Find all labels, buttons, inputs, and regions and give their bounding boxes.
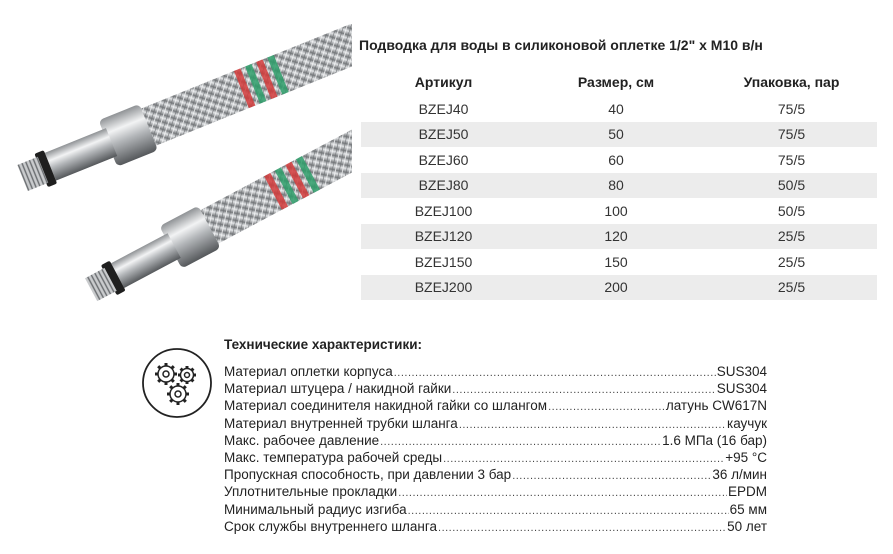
spec-label: Макс. температура рабочей среды [224, 449, 443, 465]
cell-package: 50/5 [777, 202, 806, 219]
dot-leader [394, 367, 716, 379]
spec-row-max-temperature [224, 450, 767, 467]
spec-row-inner-tube-material [224, 416, 767, 433]
spec-label: Материал штуцера / накидной гайки [224, 381, 452, 397]
spec-row-flow-rate [224, 467, 767, 484]
cell-size: 100 [604, 202, 628, 219]
cell-article: BZEJ50 [418, 126, 469, 143]
cell-package: 25/5 [777, 279, 806, 296]
cell-size: 150 [604, 253, 628, 270]
spec-value: +95 °С [725, 449, 767, 465]
spec-value: каучук [727, 415, 767, 431]
spec-label: Срок службы внутреннего шланга [224, 518, 438, 534]
spec-row-gaskets [224, 484, 767, 501]
product-image [0, 0, 352, 318]
cell-article: BZEJ200 [414, 279, 473, 296]
cell-article: BZEJ120 [414, 228, 473, 245]
spec-value: SUS304 [716, 364, 767, 379]
spec-label: Материал внутренней трубки шланга [224, 415, 458, 431]
tech-heading: Технические характеристики: [224, 337, 423, 352]
spec-label: Материал оплетки корпуса [224, 364, 393, 379]
spec-value: SUS304 [716, 381, 767, 397]
spec-label: Минимальный радиус изгиба [224, 501, 407, 517]
spec-value: 50 лет [727, 518, 767, 534]
spec-value: 1.6 МПа (16 бар) [662, 432, 767, 448]
dot-leader [408, 505, 729, 517]
tech-spec-list [224, 364, 767, 536]
spec-label: Макс. рабочее давление [224, 432, 380, 448]
table-row [361, 275, 877, 301]
table-row [361, 147, 877, 173]
dot-leader [452, 384, 715, 396]
cell-size: 50 [608, 126, 624, 143]
cell-size: 40 [608, 100, 624, 117]
spec-row-service-life [224, 519, 767, 536]
cell-package: 75/5 [777, 100, 806, 117]
table-row [361, 198, 877, 224]
cell-article: BZEJ100 [414, 202, 473, 219]
dot-leader [380, 436, 661, 448]
cell-article: BZEJ40 [418, 100, 469, 117]
spec-row-bend-radius [224, 502, 767, 519]
cell-size: 200 [604, 279, 628, 296]
spec-label: Пропускная способность, при давлении 3 бар [224, 467, 512, 483]
cell-package: 75/5 [777, 151, 806, 168]
cell-package: 50/5 [777, 177, 806, 194]
column-header-size: Размер, см [577, 74, 655, 90]
column-header-package: Упаковка, пар [743, 74, 840, 90]
table-row [361, 122, 877, 148]
dot-leader [548, 401, 665, 413]
table-row [361, 173, 877, 199]
dot-leader [438, 522, 726, 534]
column-header-article: Артикул [414, 74, 473, 90]
table-row [361, 96, 877, 122]
spec-row-connector-material [224, 398, 767, 415]
table-row [361, 249, 877, 275]
cell-article: BZEJ60 [418, 151, 469, 168]
spec-value: 36 л/мин [712, 467, 767, 483]
cell-package: 75/5 [777, 126, 806, 143]
spec-value: латунь CW617N [665, 398, 767, 414]
cell-article: BZEJ80 [418, 177, 469, 194]
cell-size: 60 [608, 151, 624, 168]
spec-value: 65 мм [729, 501, 767, 517]
article-table [361, 68, 877, 300]
spec-label: Материал соединителя накидной гайки со шлангом [224, 398, 548, 414]
cell-size: 120 [604, 228, 628, 245]
dot-leader [398, 487, 727, 499]
dot-leader [459, 419, 726, 431]
spec-row-max-pressure [224, 433, 767, 450]
table-row [361, 224, 877, 250]
dot-leader [443, 453, 724, 465]
spec-value: EPDM [727, 484, 767, 500]
cell-size: 80 [608, 177, 624, 194]
cell-package: 25/5 [777, 228, 806, 245]
spec-row-fitting-material [224, 381, 767, 398]
spec-row-braid-material [224, 364, 767, 381]
cell-package: 25/5 [777, 253, 806, 270]
table-header-row [361, 68, 877, 96]
cell-article: BZEJ150 [414, 253, 473, 270]
spec-label: Уплотнительные прокладки [224, 484, 398, 500]
dot-leader [512, 470, 711, 482]
table-title: Подводка для воды в силиконовой оплетке 1/2" х М10 в/н [359, 37, 763, 53]
gears-icon [141, 347, 213, 419]
